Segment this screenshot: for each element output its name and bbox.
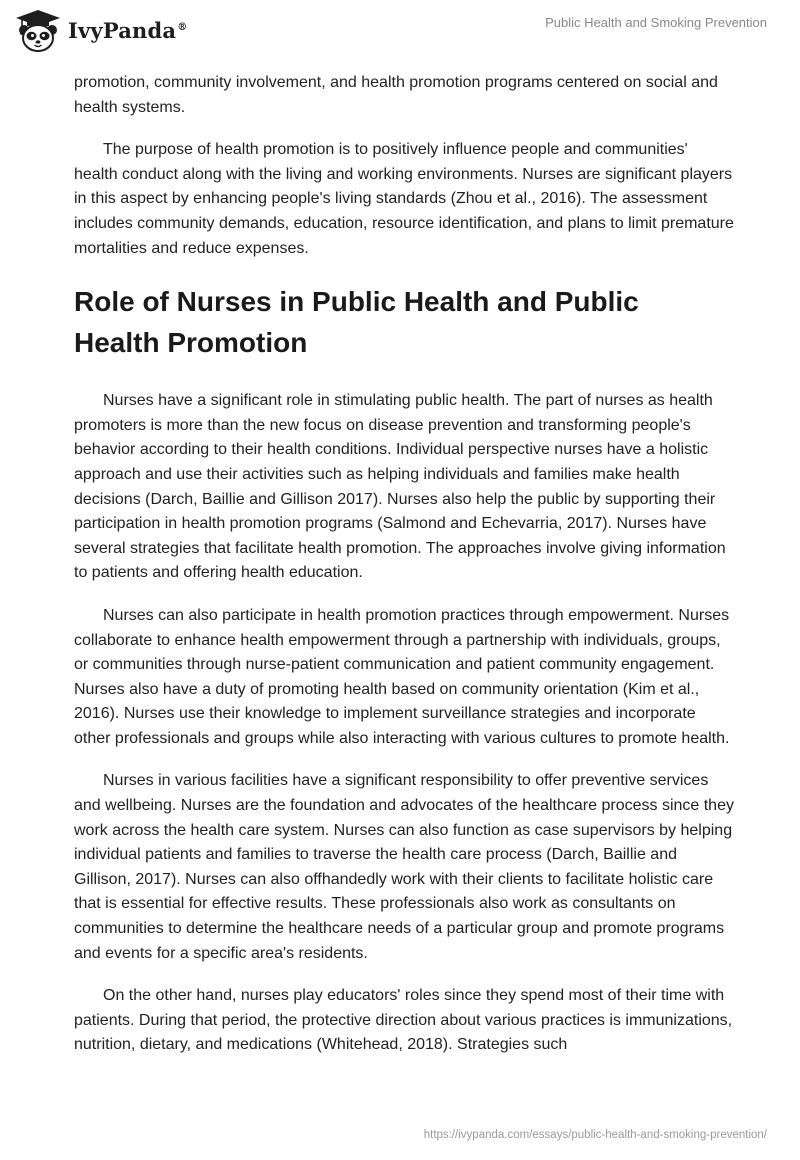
source-url[interactable]: https://ivypanda.com/essays/public-health-and-smoking-prevention/ — [423, 1129, 767, 1141]
paragraph-intro-continued: promotion, community involvement, and health promotion programs centered on social and health systems. — [74, 74, 718, 116]
page-header — [0, 0, 800, 60]
paragraph-empowerment: Nurses can also participate in health promotion practices through empowerment. Nurses collaborate to enhance health empowerment through a partnership with individuals, groups, or communities through nurse-patient communication and patient community engagement. Nurses also have a duty of promoting health based on community orientation (Kim et al., 2016). Nurses use their knowledge to implement surveillance strategies and incorporate other professionals and groups while also interacting with various cultures to promote health. — [74, 606, 730, 747]
paragraph-facilities: Nurses in various facilities have a significant responsibility to offer preventive services and wellbeing. Nurses are the foundation and advocates of the healthcare process since they work across the health care system. Nurses can also function as case supervisors by helping individual patients and families to traverse the health care process (Darch, Baillie and Gillison, 2017). Nurses can also offhandedly work with their clients to facilitate holistic care that is essential for effective results. These professionals also work as consultants on communities to determine the healthcare needs of a particular group and promote programs and events for a specific area's residents. — [74, 772, 734, 962]
section-heading: Role of Nurses in Public Health and Public Health Promotion — [74, 286, 639, 359]
paragraph-educators: On the other hand, nurses play educators' roles since they spend most of their time with patients. During that period, the protective direction about various practices is immunizations, nutrition, dietary, and medications (Whitehead, 2018). Strategies such — [74, 987, 733, 1054]
brand-logo[interactable] — [14, 8, 187, 52]
registered-mark: ® — [177, 21, 188, 33]
brand-name: IvyPanda® — [68, 17, 188, 43]
essay-content — [74, 71, 734, 1076]
paragraph-purpose: The purpose of health promotion is to positively influence people and communities' health conduct along with the living and working environments. Nurses are significant players in this aspect by enhancing people's living standards (Zhou et al., 2016). The assessment includes community demands, education, resource identification, and plans to limit premature mortalities and reduce expenses. — [74, 141, 734, 257]
panda-graduate-icon — [14, 8, 62, 52]
paragraph-role: Nurses have a significant role in stimulating public health. The part of nurses as health promoters is more than the new focus on disease prevention and transforming people's behavior according to their health conditions. Individual perspective nurses have a holistic approach and use their activities such as helping individuals and families make health decisions (Darch, Baillie and Gillison 2017). Nurses also help the public by supporting their participation in health promotion programs (Salmond and Echevarria, 2017). Nurses have several strategies that facilitate health promotion. The approaches involve giving information to patients and offering health education. — [74, 392, 726, 582]
document-title: Public Health and Smoking Prevention — [545, 15, 767, 30]
